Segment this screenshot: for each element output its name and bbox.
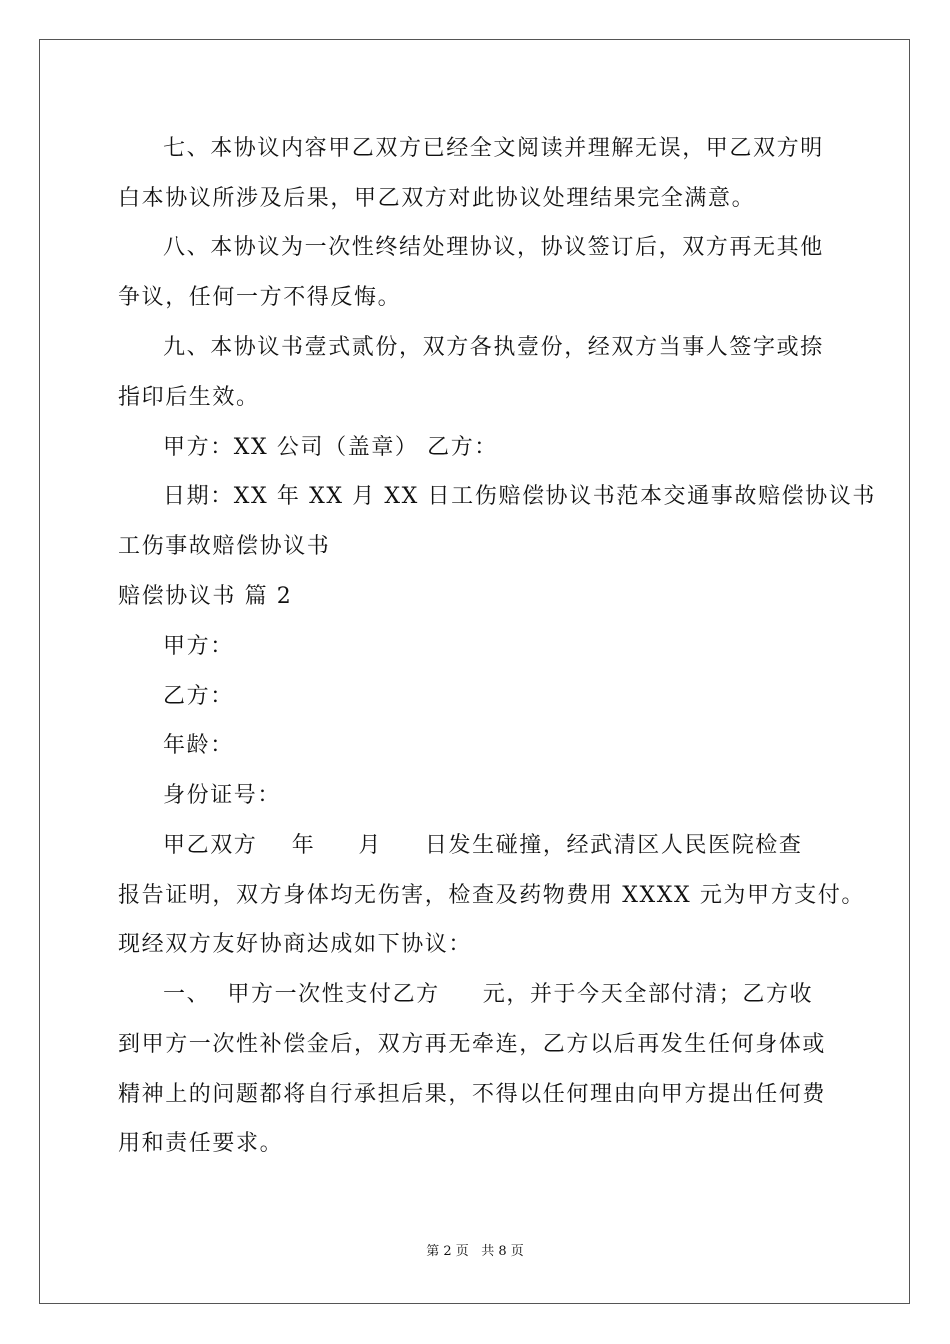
- paragraph-line: 到甲方一次性补偿金后，双方再无牵连，乙方以后再发生任何身体或: [118, 1032, 827, 1057]
- paragraph-line: 九、本协议书壹式贰份，双方各执壹份，经双方当事人签字或捺: [163, 335, 824, 360]
- paragraph-line: 身份证号：: [163, 783, 282, 808]
- paragraph-line: 精神上的问题都将自行承担后果，不得以任何理由向甲方提出任何费: [118, 1082, 827, 1107]
- paragraph-line: 工伤事故赔偿协议书: [118, 534, 331, 559]
- paragraph-line: 现经双方友好协商达成如下协议：: [118, 932, 473, 957]
- paragraph-line: 甲方：XX 公司（盖章） 乙方：: [163, 435, 498, 460]
- paragraph-line: 甲方：: [163, 634, 234, 659]
- paragraph-line: 争议，任何一方不得反悔。: [118, 285, 402, 310]
- paragraph-line: 乙方：: [163, 684, 234, 709]
- paragraph-line: 用和责任要求。: [118, 1131, 284, 1156]
- page-border: [39, 39, 910, 1304]
- paragraph-line: 八、本协议为一次性终结处理协议，协议签订后，双方再无其他: [163, 235, 824, 260]
- paragraph-line: 年龄：: [163, 733, 234, 758]
- paragraph-line: 白本协议所涉及后果，甲乙双方对此协议处理结果完全满意。: [118, 186, 756, 211]
- paragraph-line: 一、 甲方一次性支付乙方 元，并于今天全部付清；乙方收: [163, 982, 814, 1007]
- paragraph-line: 报告证明，双方身体均无伤害，检查及药物费用 XXXX 元为甲方支付。: [118, 883, 866, 908]
- paragraph-line: 日期：XX 年 XX 月 XX 日工伤赔偿协议书范本交通事故赔偿协议书: [163, 484, 876, 509]
- paragraph-line: 七、本协议内容甲乙双方已经全文阅读并理解无误，甲乙双方明: [163, 136, 824, 161]
- paragraph-line: 甲乙双方 年 月 日发生碰撞，经武清区人民医院检查: [163, 833, 803, 858]
- paragraph-line: 指印后生效。: [118, 385, 260, 410]
- page-number: 第 2 页 共 8 页: [426, 1244, 524, 1259]
- section-heading: 赔偿协议书 篇 2: [118, 584, 293, 609]
